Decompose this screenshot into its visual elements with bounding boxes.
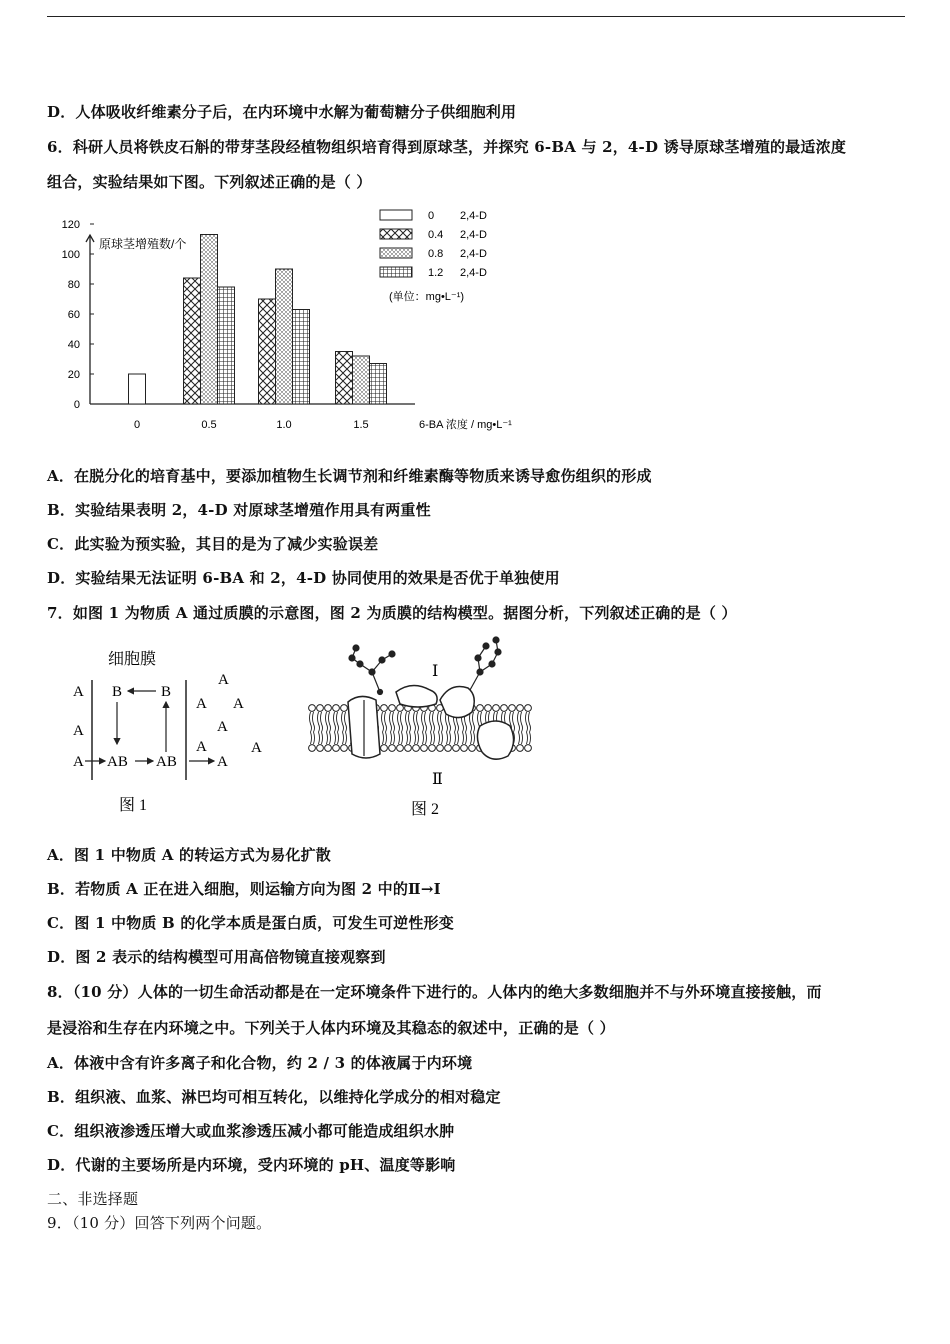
lipid-tail-inner: [391, 732, 395, 744]
fig1-a-left1: A: [73, 684, 84, 700]
bar: [218, 287, 235, 404]
figure1-diagram: [65, 640, 280, 820]
lipid-tail-outer: [430, 712, 435, 732]
lipid-tail-inner: [327, 732, 331, 744]
y-tick-label: 0: [73, 399, 80, 411]
bar: [201, 235, 218, 405]
lipid-head-outer: [389, 705, 396, 712]
lipid-head-inner: [445, 745, 452, 752]
fig1-b-right: B: [161, 684, 172, 700]
lipid-tail-inner: [423, 732, 427, 744]
fig1-a-left2: A: [73, 723, 84, 739]
legend-unit: 2,4-D: [460, 267, 487, 279]
lipid-tail-inner: [519, 732, 523, 744]
bar: [370, 364, 387, 405]
lipid-head-outer: [485, 705, 492, 712]
y-tick-label: 120: [61, 219, 80, 231]
q6-option-b: B．实验结果表明 2，4-D 对原球茎增殖作用具有两重性: [47, 501, 431, 519]
lipid-head-inner: [381, 745, 388, 752]
chart-svg: [55, 205, 545, 443]
lipid-head-inner: [421, 745, 428, 752]
fig1-caption: 图 1: [119, 797, 148, 814]
q6-option-a: A．在脱分化的培育基中，要添加植物生长调节剂和纤维素酶等物质来诱导愈伤组织的形成: [47, 467, 652, 485]
lipid-tail-outer: [326, 712, 331, 732]
chart-legend-note: (单位：mg•L⁻¹): [389, 291, 465, 303]
lipid-tail-inner: [311, 732, 315, 744]
legend-swatch: [380, 248, 412, 258]
figure2-svg: [300, 630, 540, 820]
legend-value: 0.8: [428, 248, 444, 260]
lipid-tail-outer: [310, 712, 315, 732]
y-tick-label: 60: [67, 309, 80, 321]
fig1-a-r6: A: [251, 740, 262, 756]
section-heading: 二、非选择题: [47, 1190, 139, 1208]
fig1-a-left3: A: [73, 754, 84, 770]
lipid-tail-outer: [406, 712, 411, 732]
lipid-tail-outer: [526, 712, 531, 732]
legend-swatch: [380, 267, 412, 277]
fig1-a-out: A: [217, 754, 228, 770]
lipid-tail-outer: [438, 712, 443, 732]
lipid-tail-inner: [431, 732, 435, 744]
lipid-head-outer: [525, 705, 532, 712]
y-tick-label: 100: [61, 249, 80, 261]
lipid-head-outer: [325, 705, 332, 712]
bar: [293, 310, 310, 405]
bar: [184, 278, 201, 404]
lipid-tail-outer: [390, 712, 395, 732]
lipid-tail-outer: [422, 712, 427, 732]
bar: [129, 374, 146, 404]
q6-option-d: D．实验结果无法证明 6-BA 和 2，4-D 协同使用的效果是否优于单独使用: [47, 569, 560, 587]
figure1-svg: [65, 640, 280, 820]
inner-protein: [477, 721, 513, 759]
lipid-head-inner: [389, 745, 396, 752]
bar: [276, 269, 293, 404]
lipid-tail-inner: [471, 732, 475, 744]
q8-stem-line1: 8．（10 分）人体的一切生命活动都是在一定环境条件下进行的。人体内的绝大多数细胞并不与外环境直接接触，而: [47, 983, 822, 1001]
lipid-tail-inner: [399, 732, 403, 744]
lipid-head-inner: [413, 745, 420, 752]
lipid-head-outer: [397, 705, 404, 712]
x-tick-label: 0: [133, 419, 141, 431]
fig1-ab-right: AB: [156, 754, 177, 770]
lipid-head-inner: [317, 745, 324, 752]
lipid-tail-inner: [527, 732, 531, 744]
bar: [259, 299, 276, 404]
q6-stem-line2: 组合，实验结果如下图。下列叙述正确的是（ ）: [47, 173, 372, 191]
lipid-tail-inner: [319, 732, 323, 744]
fig2-label-top: Ⅰ: [432, 663, 439, 680]
glycocalyx-right: [470, 637, 501, 690]
lipid-head-inner: [437, 745, 444, 752]
fig1-a-r3: A: [233, 696, 244, 712]
fig1-a-r5: A: [196, 739, 207, 755]
fig1-ab-left: AB: [107, 754, 128, 770]
lipid-tail-inner: [455, 732, 459, 744]
fig1-a-r1: A: [218, 672, 229, 688]
lipid-head-outer: [333, 705, 340, 712]
lipid-tail-outer: [342, 712, 347, 732]
q8-option-b: B．组织液、血浆、淋巴均可相互转化，以维持化学成分的相对稳定: [47, 1088, 501, 1106]
header-rule: [47, 16, 905, 17]
lipid-head-outer: [381, 705, 388, 712]
lipid-tail-inner: [407, 732, 411, 744]
peripheral-protein: [396, 685, 437, 707]
lipid-tail-outer: [518, 712, 523, 732]
lipid-head-outer: [501, 705, 508, 712]
lipid-tail-inner: [447, 732, 451, 744]
fig1-a-r4: A: [217, 719, 228, 735]
legend-unit: 2,4-D: [460, 229, 487, 241]
lipid-head-outer: [517, 705, 524, 712]
q5-option-d: D．人体吸收纤维素分子后，在内环境中水解为葡萄糖分子供细胞利用: [47, 103, 517, 121]
q6-stem-line1: 6．科研人员将铁皮石斛的带芽茎段经植物组织培育得到原球茎，并探究 6-BA 与 2，4-D 诱导原球茎增殖的最适浓度: [47, 138, 847, 156]
q7-option-b: B．若物质 A 正在进入细胞，则运输方向为图 2 中的Ⅱ→Ⅰ: [47, 880, 441, 898]
chart-legend: [380, 210, 487, 279]
fig1-a-r2: A: [196, 696, 207, 712]
q9-stem: 9．（10 分）回答下列两个问题。: [47, 1214, 272, 1232]
lipid-tail-inner: [335, 732, 339, 744]
lipid-head-inner: [525, 745, 532, 752]
lipid-head-inner: [309, 745, 316, 752]
q8-option-c: C．组织液渗透压增大或血浆渗透压减小都可能造成组织水肿: [47, 1122, 455, 1140]
q7-option-d: D．图 2 表示的结构模型可用高倍物镜直接观察到: [47, 948, 386, 966]
lipid-head-inner: [429, 745, 436, 752]
lipid-head-inner: [397, 745, 404, 752]
legend-value: 0: [428, 210, 435, 222]
lipid-tail-inner: [415, 732, 419, 744]
x-tick-label: 1.5: [353, 419, 369, 431]
surface-protein: [440, 687, 474, 718]
legend-value: 1.2: [428, 267, 444, 279]
lipid-head-inner: [341, 745, 348, 752]
fig2-caption: 图 2: [411, 801, 440, 818]
chart-bars: [129, 235, 387, 405]
q8-option-a: A．体液中含有许多离子和化合物，约 2 / 3 的体液属于内环境: [47, 1054, 473, 1072]
lipid-head-outer: [317, 705, 324, 712]
x-tick-label: 0.5: [201, 419, 217, 431]
lipid-head-inner: [325, 745, 332, 752]
fig1-membrane-label: 细胞膜: [108, 651, 157, 668]
lipid-head-inner: [333, 745, 340, 752]
figure2-diagram: [300, 630, 540, 820]
y-tick-label: 80: [67, 279, 80, 291]
chart-ylabel: 原球茎增殖数/个: [99, 237, 187, 251]
chart-xlabel: 6-BA 浓度 / mg•L⁻¹: [419, 419, 512, 431]
fig2-label-bottom: Ⅱ: [432, 771, 443, 788]
q7-option-a: A．图 1 中物质 A 的转运方式为易化扩散: [47, 846, 332, 864]
legend-unit: 2,4-D: [460, 248, 487, 260]
lipid-tail-outer: [334, 712, 339, 732]
lipid-tail-outer: [414, 712, 419, 732]
lipid-head-inner: [453, 745, 460, 752]
lipid-head-outer: [309, 705, 316, 712]
q7-stem: 7．如图 1 为物质 A 通过质膜的示意图，图 2 为质膜的结构模型。据图分析，下列叙述正确的是（ ）: [47, 604, 737, 622]
q7-option-c: C．图 1 中物质 B 的化学本质是蛋白质，可发生可逆性形变: [47, 914, 454, 932]
lipid-head-inner: [469, 745, 476, 752]
lipid-head-inner: [405, 745, 412, 752]
lipid-tail-inner: [343, 732, 347, 744]
legend-value: 0.4: [428, 229, 444, 241]
bar: [353, 356, 370, 404]
y-tick-label: 40: [67, 339, 80, 351]
q8-option-d: D．代谢的主要场所是内环境，受内环境的 pH、温度等影响: [47, 1156, 456, 1174]
lipid-head-outer: [509, 705, 516, 712]
legend-swatch: [380, 229, 412, 239]
y-tick-label: 20: [67, 369, 80, 381]
legend-swatch: [380, 210, 412, 220]
lipid-tail-inner: [439, 732, 443, 744]
lipid-tail-outer: [382, 712, 387, 732]
legend-unit: 2,4-D: [460, 210, 487, 222]
fig1-b-left: B: [112, 684, 123, 700]
lipid-head-inner: [517, 745, 524, 752]
lipid-tail-outer: [470, 712, 475, 732]
lipid-tail-outer: [318, 712, 323, 732]
x-tick-label: 1.0: [276, 419, 292, 431]
glycocalyx-left: [349, 645, 395, 695]
lipid-tail-inner: [463, 732, 467, 744]
lipid-tail-outer: [398, 712, 403, 732]
lipid-head-outer: [493, 705, 500, 712]
bar: [336, 352, 353, 405]
q6-bar-chart: [55, 205, 545, 443]
lipid-tail-inner: [383, 732, 387, 744]
lipid-head-outer: [341, 705, 348, 712]
q6-option-c: C．此实验为预实验，其目的是为了减少实验误差: [47, 535, 379, 553]
q8-stem-line2: 是浸浴和生存在内环境之中。下列关于人体内环境及其稳态的叙述中，正确的是（ ）: [47, 1019, 615, 1037]
lipid-head-inner: [461, 745, 468, 752]
lipid-head-outer: [477, 705, 484, 712]
